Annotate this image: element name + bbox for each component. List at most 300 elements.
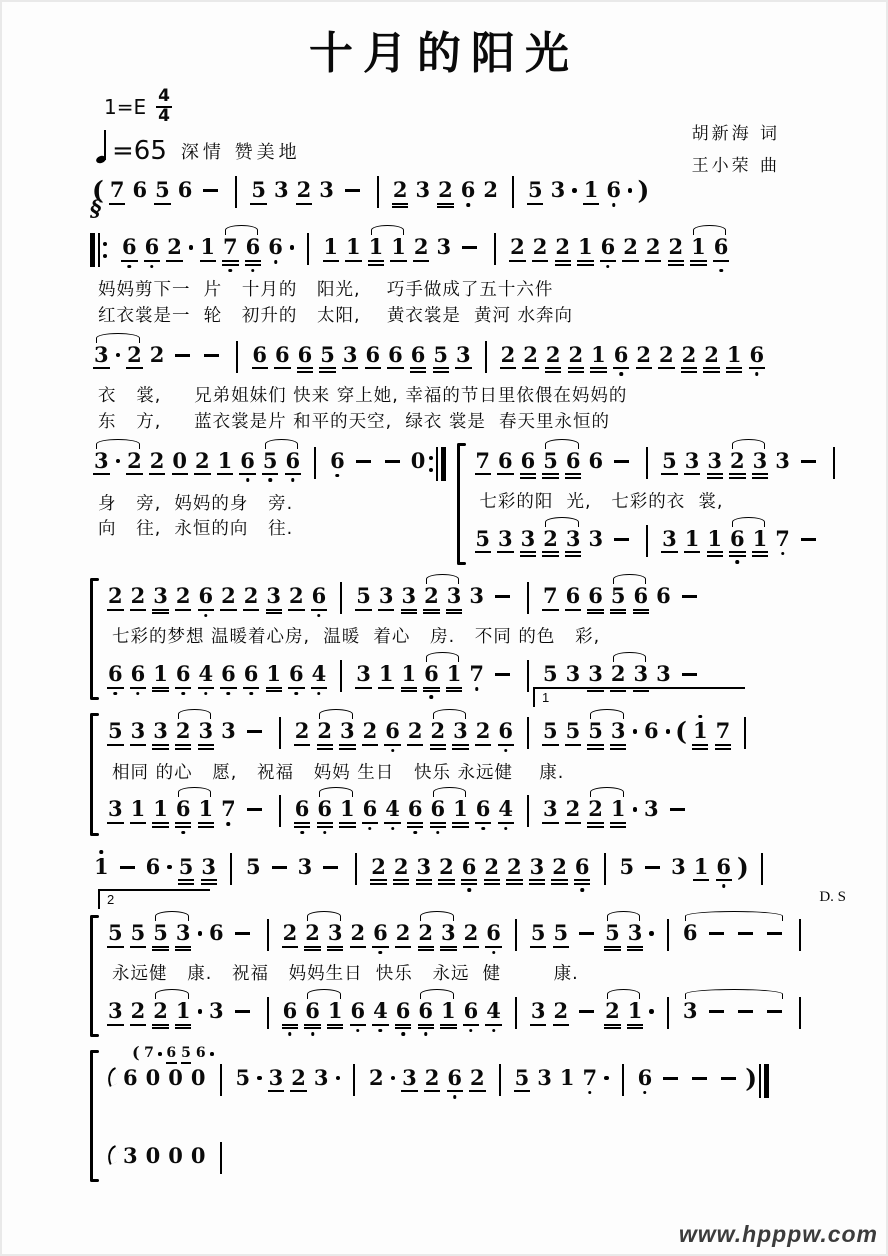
- beam-line: [520, 555, 536, 557]
- note-value: 6: [132, 177, 148, 203]
- note-value: 6: [282, 998, 298, 1024]
- note-value: 5: [514, 1064, 530, 1090]
- note-token: [244, 663, 259, 689]
- beam-line: [542, 551, 558, 553]
- note-token: [178, 853, 194, 885]
- note-token: [391, 236, 406, 265]
- augmentation-dot: [116, 353, 121, 358]
- note-value: 2: [645, 234, 661, 260]
- note-token: [514, 1064, 530, 1093]
- note-token: [144, 1046, 154, 1060]
- note-value: 3: [498, 525, 513, 551]
- note-token: [313, 1064, 329, 1090]
- tie-arc: [103, 1145, 121, 1165]
- octave-dot-low: [504, 749, 508, 753]
- beam-line: [542, 473, 558, 475]
- note-token: [123, 1064, 138, 1090]
- note-token: [588, 720, 603, 749]
- note-value: 4: [373, 998, 388, 1024]
- beam-line: [311, 609, 327, 611]
- note-value: 1: [627, 998, 643, 1024]
- note-token: [268, 1064, 284, 1093]
- voice-rows: [104, 574, 850, 704]
- beam-line: [475, 822, 491, 824]
- note-value: 6: [407, 796, 423, 822]
- beam-line: [390, 260, 406, 262]
- note-value: 2: [470, 1064, 485, 1090]
- octave-dot-low: [588, 1091, 592, 1095]
- beam-line: [194, 473, 210, 475]
- note-token: [342, 341, 358, 370]
- note-value: 2: [510, 234, 525, 260]
- barline: [236, 341, 238, 373]
- note-value: 6: [574, 853, 590, 879]
- beam-line: [729, 477, 745, 479]
- note-token: [554, 922, 569, 948]
- beam-line: [172, 473, 188, 475]
- note-token: [543, 663, 558, 689]
- beam-line: [455, 367, 471, 369]
- note-value: 2: [523, 341, 538, 367]
- beam-line: [130, 687, 146, 689]
- note-value: 2: [282, 920, 298, 945]
- beam-line: [715, 744, 731, 746]
- note-value: 2: [668, 234, 684, 260]
- augmentation-dot: [189, 245, 194, 250]
- note-token: [388, 341, 403, 370]
- note-token: [681, 341, 697, 373]
- note-token: [531, 922, 546, 948]
- beam-line: [296, 203, 312, 205]
- note-value: 2: [704, 341, 719, 367]
- beam-line: [703, 371, 719, 373]
- beam-line: [587, 612, 603, 614]
- beam-line: [418, 946, 434, 948]
- octave-dot-low: [368, 827, 372, 831]
- note-token: [176, 922, 191, 951]
- voice-rows: [471, 439, 845, 569]
- note-value: 6: [447, 1064, 462, 1090]
- beam-line: [339, 826, 355, 828]
- note-token: [591, 341, 606, 373]
- voice-bracket: [90, 1052, 100, 1180]
- note-token: [190, 1142, 206, 1168]
- note-token: [662, 447, 677, 476]
- note-value: 3: [378, 583, 394, 609]
- note-value: 6: [644, 718, 659, 744]
- beam-line: [317, 826, 333, 828]
- beam-line: [693, 879, 709, 881]
- note-value: 2: [130, 583, 146, 609]
- note-value: 5: [662, 447, 677, 473]
- note-token: [262, 447, 278, 476]
- note-token: [659, 341, 674, 370]
- barline: [494, 233, 496, 265]
- octave-dot-low: [430, 695, 434, 699]
- note-value: 6: [588, 447, 604, 473]
- notes-row: [104, 1056, 850, 1110]
- note-value: 0: [190, 1142, 206, 1168]
- beam-line: [282, 1024, 298, 1026]
- note-value: 1: [327, 998, 343, 1024]
- beam-line: [726, 367, 742, 369]
- barline: [799, 919, 801, 951]
- octave-dot-low: [268, 478, 272, 482]
- note-value: 3: [537, 1064, 552, 1090]
- note-token: [566, 663, 581, 689]
- repeat-end-barline: [429, 447, 449, 481]
- note-value: 5: [320, 341, 335, 367]
- octave-dot-low: [249, 692, 253, 696]
- note-token: [155, 179, 170, 205]
- octave-dot-low: [150, 265, 154, 269]
- note-token: [644, 796, 659, 822]
- beam-line: [393, 883, 409, 885]
- note-token: [131, 798, 146, 824]
- beam-line: [715, 748, 731, 750]
- note-token: [662, 525, 677, 554]
- slur-group: [149, 1000, 194, 1029]
- watermark: www.hpppw.com: [678, 1221, 878, 1247]
- note-value: 3: [209, 998, 224, 1024]
- note-token: [351, 1000, 366, 1026]
- beam-line: [627, 946, 643, 948]
- credit-lyricist: 胡新海 词: [691, 124, 780, 144]
- slur-group: [679, 998, 789, 1024]
- note-value: 1: [578, 234, 593, 260]
- beam-line: [152, 612, 168, 614]
- note-value: 6: [362, 796, 378, 822]
- note-value: 7: [469, 661, 484, 687]
- note-value: 3: [340, 718, 355, 744]
- beam-line: [198, 687, 214, 689]
- beam-line: [446, 609, 462, 611]
- note-token: [346, 236, 361, 262]
- system-verse-line-2: [90, 333, 850, 434]
- note-value: 2: [305, 920, 320, 945]
- note-token: [693, 853, 709, 882]
- beam-line: [610, 822, 626, 824]
- quarter-note-icon: [96, 128, 111, 164]
- beam-line: [604, 1024, 620, 1026]
- note-token: [369, 1064, 384, 1090]
- note-value: 0: [145, 1064, 161, 1090]
- octave-dot-low: [469, 1029, 473, 1033]
- note-value: 2: [475, 718, 491, 744]
- beam-line: [530, 1024, 546, 1026]
- note-token: [605, 1000, 620, 1029]
- bar-thin: [98, 233, 100, 267]
- system-chorus-line-3: [90, 690, 850, 839]
- note-token: [312, 663, 327, 689]
- octave-dot-low: [246, 478, 250, 482]
- note-value: 2: [552, 853, 567, 879]
- beam-line: [574, 883, 590, 885]
- beam-line: [243, 687, 259, 689]
- note-token: [190, 1064, 206, 1090]
- note-token: [752, 525, 768, 557]
- note-token: [273, 177, 289, 203]
- octave-dot-low: [204, 692, 208, 696]
- augmentation-dot: [116, 459, 121, 464]
- beam-line: [175, 826, 191, 828]
- final-barline: [759, 1064, 772, 1098]
- note-token: [634, 585, 649, 614]
- note-token: [328, 1000, 343, 1029]
- note-token: [340, 720, 355, 749]
- note-token: [297, 341, 313, 373]
- beam-line: [437, 206, 453, 208]
- note-value: 2: [149, 341, 165, 367]
- note-value: 1: [401, 661, 417, 687]
- note-token: [447, 663, 462, 692]
- beam-line: [152, 946, 168, 948]
- beam-line: [319, 367, 335, 369]
- lyrics-line: 妈妈剪下一 片 十月的 阳光, 巧手做成了五十六件: [98, 280, 554, 301]
- note-value: 1: [153, 796, 168, 822]
- beam-line: [452, 748, 468, 750]
- note-token: [775, 525, 790, 551]
- beam-line: [294, 744, 310, 746]
- beam-line: [545, 371, 561, 373]
- note-value: 3: [416, 853, 432, 879]
- note-token: [619, 853, 635, 879]
- note-value: 1: [707, 525, 722, 551]
- beam-line: [407, 744, 423, 746]
- note-value: 2: [289, 583, 304, 609]
- octave-dot-high: [699, 715, 703, 719]
- barline: [667, 997, 669, 1029]
- duration-dash: [385, 460, 400, 463]
- note-value: 6: [311, 583, 327, 609]
- slur-group: [259, 447, 304, 476]
- notes-row: [471, 439, 845, 491]
- note-value: 5: [527, 177, 543, 203]
- time-signature-bottom: 4: [158, 106, 170, 127]
- note-token: [684, 525, 700, 554]
- beam-line: [438, 883, 454, 885]
- duration-dash: [204, 354, 219, 357]
- note-value: 6: [350, 998, 366, 1024]
- note-value: 6: [268, 234, 283, 260]
- beam-line: [610, 744, 626, 746]
- beam-line: [288, 609, 304, 611]
- note-value: 2: [730, 447, 745, 473]
- slur-group: [149, 922, 194, 951]
- note-value: 2: [555, 234, 570, 260]
- note-value: 6: [317, 796, 332, 822]
- note-token: [636, 341, 651, 370]
- beam-line: [152, 1027, 168, 1029]
- note-token: [498, 720, 513, 746]
- note-value: 6: [395, 998, 411, 1024]
- octave-dot-low: [391, 749, 395, 753]
- beam-line: [749, 367, 765, 369]
- beam-line: [130, 822, 146, 824]
- octave-dot-low: [295, 692, 299, 696]
- beam-line: [509, 260, 525, 262]
- beam-line: [130, 1024, 146, 1026]
- barline: [220, 1142, 222, 1174]
- repeat-dots: [429, 447, 433, 481]
- notes-row: [104, 690, 850, 761]
- beam-line: [475, 473, 491, 475]
- beam-line: [290, 1090, 306, 1092]
- duration-dash: [767, 932, 782, 935]
- beam-line: [661, 473, 677, 475]
- octave-dot-low: [336, 474, 340, 478]
- note-token: [716, 853, 731, 882]
- note-value: 2: [149, 447, 165, 473]
- note-token: [297, 179, 312, 205]
- note-token: [153, 798, 168, 827]
- note-value: 2: [195, 447, 210, 473]
- beam-line: [220, 609, 236, 611]
- note-token: [181, 1046, 191, 1064]
- note-value: 1: [200, 234, 215, 260]
- note-value: 6: [108, 661, 123, 687]
- tempo-value: =65: [112, 136, 167, 167]
- beam-line: [423, 687, 439, 689]
- augmentation-dot: [336, 1076, 341, 1081]
- octave-dot-low: [492, 1029, 496, 1033]
- beam-line: [437, 203, 453, 205]
- repeat-dot: [103, 254, 107, 258]
- note-token: [436, 234, 452, 260]
- beam-line: [461, 879, 477, 881]
- note-value: 2: [395, 920, 411, 945]
- barline: [515, 919, 517, 951]
- beam-line: [378, 609, 394, 611]
- beam-line: [681, 371, 697, 373]
- beam-line: [551, 883, 567, 885]
- note-value: 5: [108, 920, 123, 945]
- note-value: 6: [749, 341, 765, 367]
- note-token: [145, 236, 160, 262]
- note-token: [323, 236, 338, 262]
- slur-group: [172, 798, 217, 827]
- slur-group: [539, 447, 584, 479]
- beam-line: [217, 473, 233, 475]
- beam-line: [323, 260, 339, 262]
- notes-row: [90, 333, 850, 385]
- repeat-begin-barline: [90, 233, 110, 267]
- note-value: 1: [94, 853, 109, 879]
- note-token: [565, 525, 581, 557]
- beam-line: [668, 264, 684, 266]
- note-token: [410, 341, 426, 373]
- score: [90, 168, 850, 1186]
- note-value: 3: [266, 583, 281, 609]
- note-value: 5: [543, 447, 558, 473]
- beam-line: [542, 477, 558, 479]
- note-value: 2: [108, 583, 123, 609]
- beam-line: [401, 609, 417, 611]
- note-value: 3: [436, 234, 452, 260]
- note-token: [373, 922, 388, 948]
- note-value: 3: [153, 718, 168, 744]
- beam-line: [198, 609, 214, 611]
- note-value: 3: [297, 853, 313, 879]
- note-token: [456, 341, 471, 370]
- note-value: 3: [456, 341, 471, 367]
- beam-line: [370, 883, 386, 885]
- beam-line: [440, 1027, 456, 1029]
- beam-line: [266, 612, 282, 614]
- duration-dash: [579, 1010, 594, 1013]
- beam-line: [520, 477, 536, 479]
- note-token: [328, 922, 343, 951]
- lyrics-line: 七彩的阳 光, 七彩的衣 裳,: [479, 491, 724, 512]
- note-token: [476, 720, 491, 746]
- beam-line: [152, 949, 168, 951]
- note-token: [131, 922, 146, 948]
- beam-line: [121, 260, 137, 262]
- note-token: [416, 853, 432, 885]
- note-token: [132, 177, 148, 203]
- note-token: [340, 798, 355, 827]
- note-value: 0: [168, 1142, 183, 1168]
- bar-thick: [441, 447, 446, 481]
- beam-line: [645, 260, 661, 262]
- note-token: [611, 798, 626, 827]
- note-token: [223, 236, 238, 265]
- note-value: 2: [543, 525, 558, 551]
- beam-line: [752, 555, 768, 557]
- beam-line: [684, 473, 700, 475]
- note-token: [176, 798, 191, 827]
- note-value: 1: [441, 998, 456, 1024]
- note-token: [379, 663, 394, 689]
- beam-line: [587, 748, 603, 750]
- note-token: [319, 177, 334, 203]
- note-value: 2: [553, 998, 569, 1024]
- notes-row: [104, 787, 850, 839]
- note-token: [486, 922, 501, 948]
- note-token: [566, 720, 581, 746]
- beam-line: [461, 883, 477, 885]
- octave-dot-low: [229, 269, 233, 273]
- beam-line: [355, 687, 371, 689]
- octave-dot-low: [475, 687, 479, 691]
- note-token: [775, 447, 790, 473]
- voice-bracket: [457, 445, 467, 563]
- note-token: [533, 236, 548, 262]
- note-value: 3: [94, 447, 109, 473]
- note-value: 3: [520, 525, 536, 551]
- duration-dash: [709, 932, 724, 935]
- note-value: 3: [627, 920, 643, 945]
- beam-line: [590, 371, 606, 373]
- note-value: 6: [177, 177, 193, 203]
- octave-dot-low: [504, 827, 508, 831]
- note-value: 4: [498, 796, 513, 822]
- note-token: [385, 720, 400, 746]
- note-value: 6: [123, 1064, 138, 1090]
- octave-dot-low: [580, 888, 584, 892]
- note-value: 6: [175, 661, 191, 687]
- beam-line: [201, 879, 217, 881]
- note-value: 5: [178, 853, 194, 879]
- duration-dash: [663, 1077, 678, 1080]
- beam-line: [175, 744, 191, 746]
- beam-line: [245, 264, 261, 266]
- note-value: 1: [752, 525, 768, 551]
- beam-line: [658, 367, 674, 369]
- beam-line: [282, 946, 298, 948]
- augmentation-dot: [198, 1009, 203, 1014]
- voice-bracket: [90, 715, 100, 833]
